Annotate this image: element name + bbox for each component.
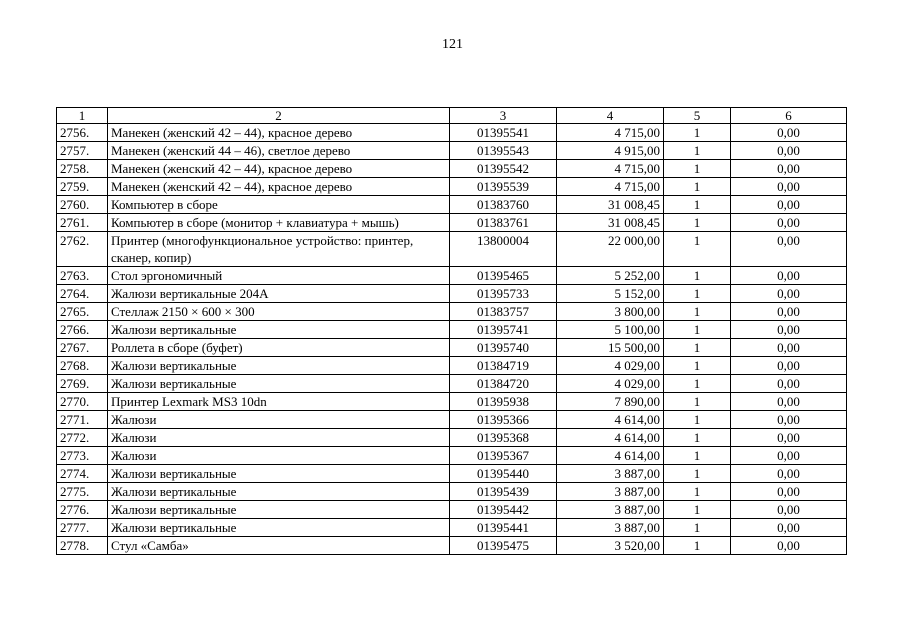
item-name: Жалюзи вертикальные 204А [108, 285, 450, 303]
residual-value: 0,00 [731, 447, 847, 465]
inventory-code: 01395741 [450, 321, 557, 339]
table-row [57, 393, 847, 411]
item-quantity: 1 [664, 519, 731, 537]
table-row [57, 124, 847, 142]
row-number: 2768. [57, 357, 108, 375]
item-name: Принтер (многофункциональное устройство: принтер, сканер, копир) [108, 232, 450, 267]
item-price: 3 887,00 [557, 519, 664, 537]
item-quantity: 1 [664, 124, 731, 142]
item-quantity: 1 [664, 537, 731, 555]
table-row [57, 357, 847, 375]
inventory-code: 01395541 [450, 124, 557, 142]
item-name: Манекен (женский 42 – 44), красное дерево [108, 160, 450, 178]
row-number: 2762. [57, 232, 108, 267]
residual-value: 0,00 [731, 483, 847, 501]
item-name: Манекен (женский 42 – 44), красное дерево [108, 124, 450, 142]
item-quantity: 1 [664, 196, 731, 214]
residual-value: 0,00 [731, 285, 847, 303]
row-number: 2761. [57, 214, 108, 232]
residual-value: 0,00 [731, 124, 847, 142]
table-row [57, 429, 847, 447]
item-price: 4 715,00 [557, 160, 664, 178]
table-row [57, 214, 847, 232]
residual-value: 0,00 [731, 303, 847, 321]
row-number: 2757. [57, 142, 108, 160]
inventory-code: 01383761 [450, 214, 557, 232]
item-quantity: 1 [664, 429, 731, 447]
item-price: 22 000,00 [557, 232, 664, 267]
row-number: 2759. [57, 178, 108, 196]
item-price: 31 008,45 [557, 214, 664, 232]
row-number: 2771. [57, 411, 108, 429]
item-quantity: 1 [664, 411, 731, 429]
item-name: Жалюзи вертикальные [108, 465, 450, 483]
residual-value: 0,00 [731, 178, 847, 196]
table-row [57, 303, 847, 321]
inventory-code: 01395543 [450, 142, 557, 160]
item-price: 5 100,00 [557, 321, 664, 339]
table-row [57, 232, 847, 267]
table-row [57, 160, 847, 178]
table-row [57, 321, 847, 339]
residual-value: 0,00 [731, 465, 847, 483]
header-col-3: 3 [450, 108, 557, 124]
item-name: Стеллаж 2150 × 600 × 300 [108, 303, 450, 321]
item-price: 4 029,00 [557, 375, 664, 393]
item-price: 5 252,00 [557, 267, 664, 285]
residual-value: 0,00 [731, 196, 847, 214]
item-quantity: 1 [664, 393, 731, 411]
item-name: Манекен (женский 42 – 44), красное дерево [108, 178, 450, 196]
row-number: 2777. [57, 519, 108, 537]
residual-value: 0,00 [731, 339, 847, 357]
table-row [57, 447, 847, 465]
item-quantity: 1 [664, 483, 731, 501]
item-quantity: 1 [664, 501, 731, 519]
item-price: 3 520,00 [557, 537, 664, 555]
table-row [57, 519, 847, 537]
table-body [57, 124, 847, 555]
item-name: Компьютер в сборе (монитор + клавиатура + мышь) [108, 214, 450, 232]
item-price: 4 614,00 [557, 429, 664, 447]
row-number: 2769. [57, 375, 108, 393]
row-number: 2778. [57, 537, 108, 555]
item-name: Жалюзи вертикальные [108, 501, 450, 519]
item-name: Жалюзи [108, 429, 450, 447]
item-name: Жалюзи [108, 411, 450, 429]
item-quantity: 1 [664, 303, 731, 321]
inventory-code: 01395733 [450, 285, 557, 303]
residual-value: 0,00 [731, 429, 847, 447]
header-col-5: 5 [664, 108, 731, 124]
item-quantity: 1 [664, 465, 731, 483]
table-row [57, 411, 847, 429]
item-price: 3 887,00 [557, 483, 664, 501]
table-row [57, 142, 847, 160]
item-price: 4 915,00 [557, 142, 664, 160]
row-number: 2760. [57, 196, 108, 214]
item-quantity: 1 [664, 357, 731, 375]
item-price: 3 800,00 [557, 303, 664, 321]
item-price: 4 614,00 [557, 411, 664, 429]
table-row [57, 267, 847, 285]
table-row [57, 196, 847, 214]
item-name: Жалюзи вертикальные [108, 321, 450, 339]
item-name: Манекен (женский 44 – 46), светлое дерево [108, 142, 450, 160]
table-row [57, 537, 847, 555]
item-name: Жалюзи вертикальные [108, 483, 450, 501]
row-number: 2763. [57, 267, 108, 285]
item-quantity: 1 [664, 267, 731, 285]
inventory-code: 01395465 [450, 267, 557, 285]
row-number: 2766. [57, 321, 108, 339]
inventory-code: 01395441 [450, 519, 557, 537]
inventory-code: 01395439 [450, 483, 557, 501]
inventory-code: 01384719 [450, 357, 557, 375]
item-name: Стул «Самба» [108, 537, 450, 555]
inventory-code: 01395475 [450, 537, 557, 555]
table-row [57, 483, 847, 501]
item-price: 4 029,00 [557, 357, 664, 375]
inventory-code: 01384720 [450, 375, 557, 393]
item-quantity: 1 [664, 447, 731, 465]
header-col-6: 6 [731, 108, 847, 124]
item-price: 4 715,00 [557, 178, 664, 196]
table-row [57, 285, 847, 303]
table-row [57, 178, 847, 196]
item-price: 31 008,45 [557, 196, 664, 214]
item-name: Принтер Lexmark MS3 10dn [108, 393, 450, 411]
inventory-code: 01395368 [450, 429, 557, 447]
row-number: 2765. [57, 303, 108, 321]
item-quantity: 1 [664, 232, 731, 267]
item-quantity: 1 [664, 214, 731, 232]
residual-value: 0,00 [731, 501, 847, 519]
item-price: 4 715,00 [557, 124, 664, 142]
row-number: 2773. [57, 447, 108, 465]
inventory-code: 01395366 [450, 411, 557, 429]
header-col-4: 4 [557, 108, 664, 124]
page-number: 121 [442, 37, 463, 52]
residual-value: 0,00 [731, 537, 847, 555]
residual-value: 0,00 [731, 232, 847, 267]
item-price: 3 887,00 [557, 501, 664, 519]
table-row [57, 465, 847, 483]
item-name: Стол эргономичный [108, 267, 450, 285]
row-number: 2764. [57, 285, 108, 303]
row-number: 2756. [57, 124, 108, 142]
inventory-code: 01395442 [450, 501, 557, 519]
inventory-code: 13800004 [450, 232, 557, 267]
residual-value: 0,00 [731, 321, 847, 339]
item-quantity: 1 [664, 285, 731, 303]
item-price: 7 890,00 [557, 393, 664, 411]
table-row [57, 375, 847, 393]
table-row [57, 501, 847, 519]
residual-value: 0,00 [731, 375, 847, 393]
header-col-1: 1 [57, 108, 108, 124]
header-row [57, 108, 847, 124]
inventory-code: 01383760 [450, 196, 557, 214]
residual-value: 0,00 [731, 214, 847, 232]
item-quantity: 1 [664, 178, 731, 196]
residual-value: 0,00 [731, 267, 847, 285]
residual-value: 0,00 [731, 393, 847, 411]
item-quantity: 1 [664, 375, 731, 393]
item-price: 4 614,00 [557, 447, 664, 465]
residual-value: 0,00 [731, 411, 847, 429]
inventory-code: 01395740 [450, 339, 557, 357]
item-name: Жалюзи вертикальные [108, 375, 450, 393]
item-price: 3 887,00 [557, 465, 664, 483]
row-number: 2770. [57, 393, 108, 411]
item-quantity: 1 [664, 142, 731, 160]
inventory-code: 01395542 [450, 160, 557, 178]
item-name: Жалюзи вертикальные [108, 519, 450, 537]
item-name: Жалюзи [108, 447, 450, 465]
row-number: 2774. [57, 465, 108, 483]
table-row [57, 339, 847, 357]
item-price: 5 152,00 [557, 285, 664, 303]
inventory-code: 01395440 [450, 465, 557, 483]
row-number: 2776. [57, 501, 108, 519]
inventory-code: 01383757 [450, 303, 557, 321]
residual-value: 0,00 [731, 160, 847, 178]
item-name: Роллета в сборе (буфет) [108, 339, 450, 357]
item-name: Компьютер в сборе [108, 196, 450, 214]
item-quantity: 1 [664, 339, 731, 357]
row-number: 2767. [57, 339, 108, 357]
residual-value: 0,00 [731, 357, 847, 375]
item-price: 15 500,00 [557, 339, 664, 357]
inventory-code: 01395539 [450, 178, 557, 196]
inventory-code: 01395367 [450, 447, 557, 465]
item-name: Жалюзи вертикальные [108, 357, 450, 375]
row-number: 2772. [57, 429, 108, 447]
item-quantity: 1 [664, 160, 731, 178]
residual-value: 0,00 [731, 142, 847, 160]
inventory-code: 01395938 [450, 393, 557, 411]
residual-value: 0,00 [731, 519, 847, 537]
row-number: 2758. [57, 160, 108, 178]
inventory-table [56, 107, 847, 555]
item-quantity: 1 [664, 321, 731, 339]
row-number: 2775. [57, 483, 108, 501]
header-col-2: 2 [108, 108, 450, 124]
